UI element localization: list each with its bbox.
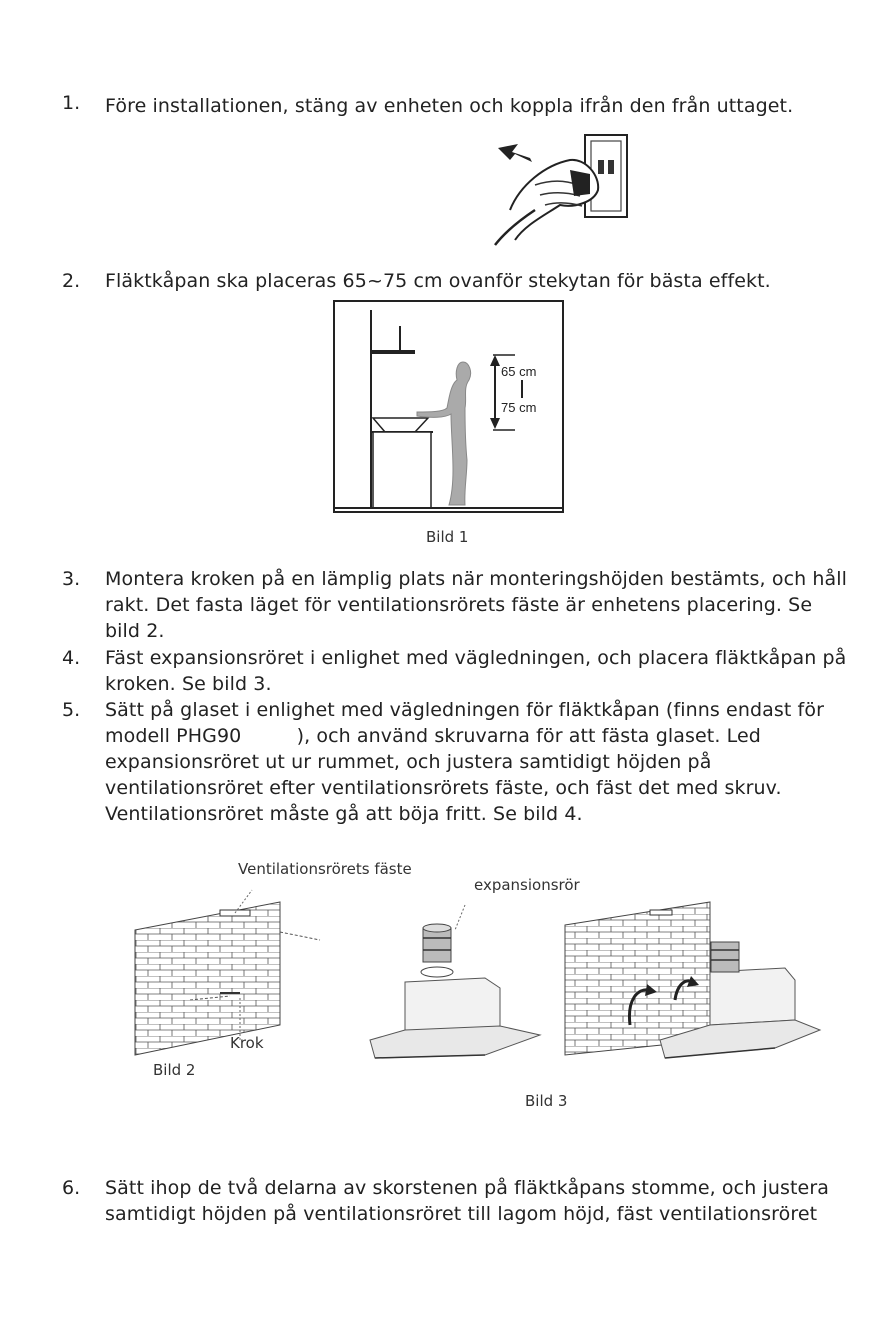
height-label-75: 75 cm: [501, 400, 537, 415]
step-5-line-2: modell PHG90 ), och använd skruvarna för att fästa glaset. Led: [105, 725, 761, 747]
figure-3-caption: Bild 3: [525, 1092, 568, 1110]
hood-mount-diagram: [365, 890, 825, 1090]
step-5-line-4: ventilationsröret efter ventilationsrörets fäste, och fäst det med skruv.: [105, 777, 782, 799]
unplug-illustration: [490, 130, 640, 255]
height-label-65: 65 cm: [501, 364, 537, 379]
step-3-line-3: bild 2.: [105, 620, 165, 642]
hook-label: Krok: [230, 1034, 264, 1052]
step-5-line-1: Sätt på glaset i enlighet med vägledningen för fläktkåpan (finns endast för: [105, 699, 824, 721]
step-1-line-1: Före installationen, stäng av enheten och koppla ifrån den från uttaget.: [105, 95, 794, 117]
step-6-line-2: samtidigt höjden på ventilationsröret till lagom höjd, fäst ventilationsröret: [105, 1203, 818, 1225]
pipe-label: expansionsrör: [474, 876, 580, 894]
figure-2-caption: Bild 2: [153, 1061, 196, 1079]
bracket-label: Ventilationsrörets fäste: [238, 860, 412, 878]
step-3-number: 3.: [62, 568, 81, 590]
step-4-number: 4.: [62, 647, 81, 669]
step-3-line-2: rakt. Det fasta läget för ventilationsrörets fäste är enhetens placering. Se: [105, 594, 813, 616]
step-6-line-1: Sätt ihop de två delarna av skorstenen på fläktkåpans stomme, och justera: [105, 1177, 829, 1199]
step-6-number: 6.: [62, 1177, 81, 1199]
step-5-line-5: Ventilationsröret måste gå att böja fritt. Se bild 4.: [105, 803, 583, 825]
step-5-number: 5.: [62, 699, 81, 721]
figure-1-caption: Bild 1: [426, 528, 469, 546]
hood-height-diagram: [333, 300, 565, 515]
step-4-line-1: Fäst expansionsröret i enlighet med vägledningen, och placera fläktkåpan på: [105, 647, 847, 669]
step-3-line-1: Montera kroken på en lämplig plats när monteringshöjden bestämts, och håll: [105, 568, 848, 590]
step-5-line-3: expansionsröret ut ur rummet, och justera samtidigt höjden på: [105, 751, 712, 773]
step-1-number: 1.: [62, 92, 81, 114]
step-2-line-1: Fläktkåpan ska placeras 65~75 cm ovanför stekytan för bästa effekt.: [105, 270, 771, 292]
step-2-number: 2.: [62, 270, 81, 292]
step-4-line-2: kroken. Se bild 3.: [105, 673, 272, 695]
